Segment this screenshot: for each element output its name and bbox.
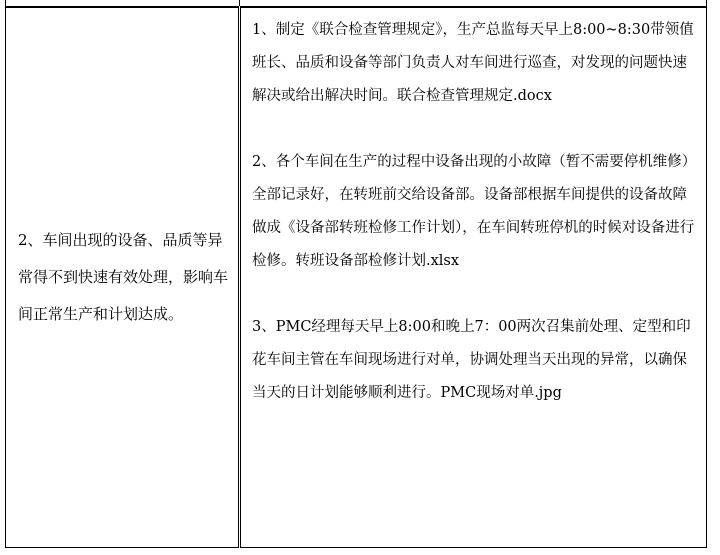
paragraph-gap: [252, 278, 696, 311]
solution-item-2: 2、各个车间在生产的过程中设备出现的小故障（暂不需要停机维修）全部记录好，在转班前交给设备部。设备部根据车间提供的设备故障做成《设备部转班检修工作计划），在车间转班停机的时候对设备进行检修。转班设备部检修计划.xlsx: [252, 154, 695, 269]
header-rule-right: [240, 0, 707, 7]
header-rule-left: [6, 0, 240, 7]
solution-item-3: 3、PMC经理每天早上8:00和晚上7：00两次召集前处理、定型和印花车间主管在车间现场进行对单，协调处理当天出现的异常，以确保当天的日计划能够顺利进行。PMC现场对单.jpg: [252, 319, 691, 401]
table-header-rule-row: [6, 0, 707, 7]
solution-cell: [240, 7, 707, 548]
issue-text: 2、车间出现的设备、品质等异常得不到快速有效处理，影响车间正常生产和计划达成。: [18, 231, 229, 323]
document-table: [5, 0, 707, 548]
paragraph-gap: [252, 113, 696, 146]
table-row: [6, 7, 707, 548]
solution-item-1: 1、制定《联合检查管理规定》，生产总监每天早上8:00~8:30带领值班长、品质和设备等部门负责人对车间进行巡查，对发现的问题快速解决或给出解决时间。联合检查管理规定.docx: [252, 22, 694, 104]
issue-cell: [6, 7, 240, 548]
